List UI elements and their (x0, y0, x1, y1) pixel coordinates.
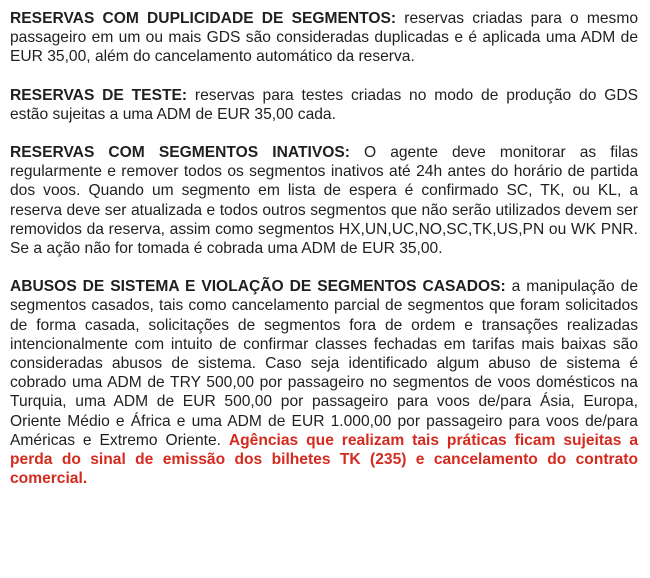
heading-duplicate-segments: RESERVAS COM DUPLICIDADE DE SEGMENTOS: (10, 10, 397, 27)
paragraph-duplicate-segments (10, 9, 638, 67)
paragraph-test-reservations (10, 86, 638, 124)
body-duplicate-segments: reservas criadas para o mesmo passageiro em um ou mais GDS são consideradas duplicadas e é aplicada uma ADM de EUR 35,00, além do cancelamento automático da reserva. (10, 10, 638, 66)
heading-system-abuse: ABUSOS DE SISTEMA E VIOLAÇÃO DE SEGMENTOS CASADOS: (10, 278, 506, 296)
heading-inactive-segments: RESERVAS COM SEGMENTOS INATIVOS: (10, 144, 350, 162)
heading-test-reservations: RESERVAS DE TESTE: (10, 86, 188, 104)
warning-text: Agências que realizam tais práticas ficam sujeitas a perda do sinal de emissão dos bilhetes TK (235) e cancelamento do contrato comercial. (10, 431, 638, 488)
body-system-abuse: a manipulação de segmentos casados, tais como cancelamento parcial de segmentos que foram solicitados de forma casada, solicitações de segmentos fora de ordem e transações realizadas intencionalmente com intuito de confirmar classes fechadas em tarifas mais baixas são consideradas abusos de sistema. Caso seja identificado algum abuso de sistema é cobrado uma ADM de TRY 500,00 por passageiro no segmentos de voos domésticos na Turquia, uma ADM de EUR 500,00 por passageiro para voos de/para Ásia, Europa, Oriente Médio e África e uma ADM de EUR 1.000,00 por passageiro para voos de/para Américas e Extremo Oriente. (10, 278, 638, 449)
document-body (10, 9, 638, 488)
paragraph-system-abuse (10, 277, 638, 488)
paragraph-inactive-segments (10, 143, 638, 258)
body-inactive-segments: O agente deve monitorar as filas regularmente e remover todos os segmentos inativos até 24h antes do horário de partida dos voos. Quando um segmento em lista de espera é confirmado SC, TK, ou KL, a reserva deve ser atualizada e todos outros segmentos que não serão utilizados devem ser removidos da reserva, assim como segmentos HX,UN,UC,NO,SC,TK,US,PN ou WK PNR. Se a ação não for tomada é cobrada uma ADM de EUR 35,00. (10, 144, 639, 258)
body-test-reservations: reservas para testes criadas no modo de produção do GDS estão sujeitas a uma ADM de EUR 35,00 cada. (10, 86, 638, 123)
